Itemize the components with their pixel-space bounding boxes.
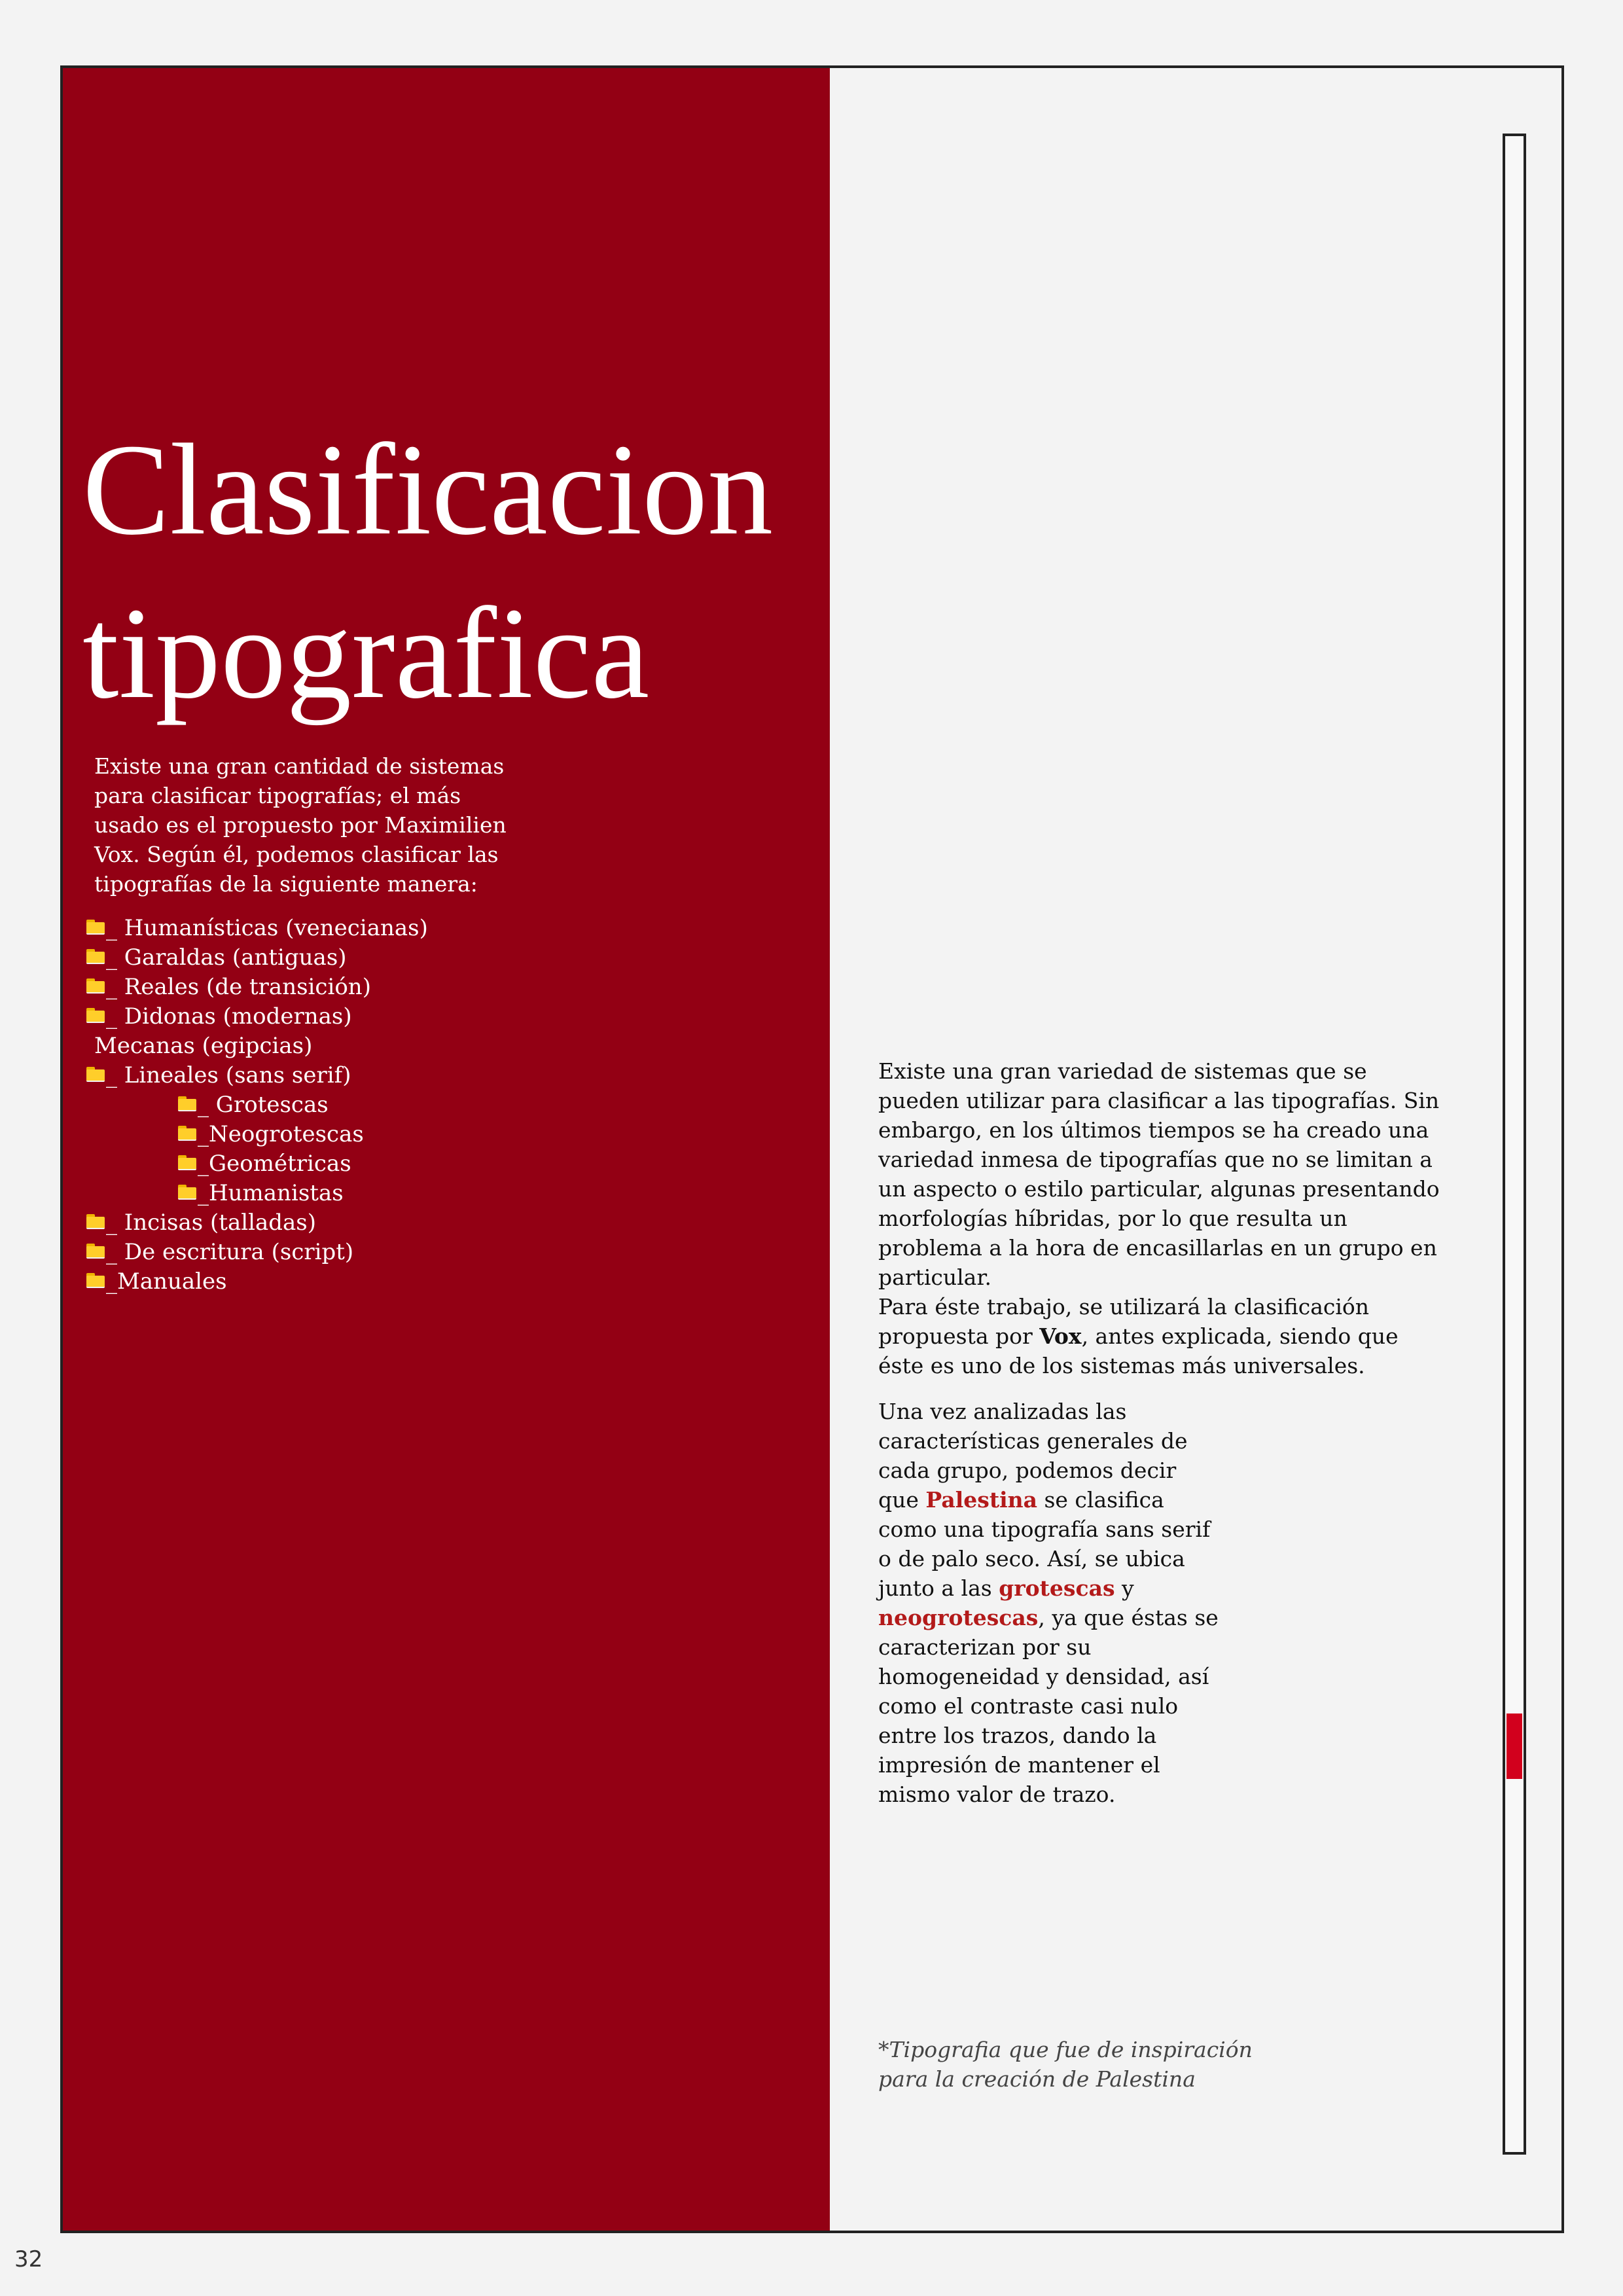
classification-item: [86, 1120, 428, 1149]
paragraph-vox-intro: Para éste trabajo, se utilizará la clasificación propuesta por: [878, 1294, 1370, 1349]
classification-label: _ Humanísticas (venecianas): [106, 915, 428, 941]
paragraph-vox-end: , antes explicada, siendo que éste es uno de los sistemas más universales.: [878, 1323, 1399, 1378]
classification-item: [86, 914, 428, 943]
classification-item: [86, 1179, 428, 1208]
vox-name: Vox: [1039, 1323, 1082, 1349]
classification-label: _ Incisas (talladas): [106, 1210, 316, 1236]
classification-label: _ De escritura (script): [106, 1239, 354, 1265]
inspiration-note: [878, 2035, 1336, 2094]
classification-list: [86, 914, 428, 1297]
classification-item: [86, 1267, 428, 1297]
scrollbar-thumb[interactable]: [1507, 1713, 1522, 1779]
folder-icon: [86, 977, 105, 996]
folder-icon: [86, 1242, 105, 1261]
folder-icon: [178, 1183, 196, 1202]
paragraph-palestina: [878, 1397, 1219, 1809]
classification-label: _Humanistas: [198, 1180, 344, 1206]
intro-paragraph: Existe una gran cantidad de sistemas para clasificar tipografías; el más usado es el propuesto por Maximilien Vox. Según él, podemos clasificar las tipografías de la siguiente manera:: [94, 753, 507, 897]
classification-label: _ Didonas (modernas): [106, 1003, 352, 1030]
palestina-highlight: Palestina: [925, 1487, 1037, 1513]
classification-label: _ Grotescas: [198, 1092, 329, 1118]
note-line-1: *Tipografia que fue de inspiración: [878, 2037, 1253, 2062]
folder-icon: [86, 1272, 105, 1290]
classification-item: [86, 1208, 428, 1238]
paragraph-systems-text: Existe una gran variedad de sistemas que se pueden utilizar para clasificar a las tipografías. Sin embargo, en los últimos tiempos se ha creado una variedad inmesa de tipografías que no se limitan a un aspecto o estilo particular, algunas presentando morfologías híbridas, por lo que resulta un problema a la hora de encasillarlas en un grupo en particular.: [878, 1058, 1440, 1290]
page-frame: [60, 65, 1564, 2233]
page-title: [82, 408, 773, 736]
title-line-2: tipografica: [82, 581, 650, 726]
classification-label: _ Lineales (sans serif): [106, 1062, 351, 1088]
classification-label: _Manuales: [106, 1268, 227, 1295]
classification-label: _Geométricas: [198, 1151, 351, 1177]
right-column-text: [878, 1056, 1441, 1809]
p2-part-a: Una vez analizadas las características generales de cada grupo, podemos decir que: [878, 1399, 1188, 1513]
classification-item: [86, 973, 428, 1002]
classification-item: [86, 1238, 428, 1267]
neogrotescas-highlight: neogrotescas: [878, 1605, 1039, 1630]
classification-item: [86, 1090, 428, 1120]
classification-label: _ Garaldas (antiguas): [106, 944, 347, 971]
folder-icon: [178, 1095, 196, 1113]
folder-icon: [86, 1007, 105, 1025]
folder-icon: [86, 1213, 105, 1231]
classification-label: Mecanas (egipcias): [94, 1033, 313, 1059]
title-line-1: Clasificacion: [82, 418, 774, 562]
scrollbar-track[interactable]: [1503, 134, 1526, 2155]
note-line-2: para la creación de Palestina: [878, 2066, 1196, 2092]
folder-icon: [178, 1154, 196, 1172]
classification-item: [86, 1149, 428, 1179]
classification-item: [86, 1031, 428, 1061]
folder-icon: [86, 918, 105, 937]
folder-icon: [178, 1124, 196, 1143]
page-number: 32: [14, 2246, 43, 2272]
p2-part-b: se clasifica como una tipografía sans serif o de palo seco. Así, se ubica junto a las: [878, 1487, 1211, 1601]
folder-icon: [86, 1066, 105, 1084]
classification-label: _ Reales (de transición): [106, 974, 371, 1000]
classification-item: [86, 1002, 428, 1031]
p2-part-c: y: [1115, 1575, 1134, 1601]
classification-item: [86, 943, 428, 973]
paragraph-systems: [878, 1056, 1441, 1380]
left-red-panel: [63, 68, 830, 2231]
folder-icon: [86, 948, 105, 966]
classification-item: [86, 1061, 428, 1090]
grotescas-highlight: grotescas: [999, 1575, 1115, 1601]
p2-part-d: , ya que éstas se caracterizan por su homogeneidad y densidad, así como el contraste casi nulo entre los trazos, dando la impresión de mantener el mismo valor de trazo.: [878, 1605, 1219, 1807]
classification-label: _Neogrotescas: [198, 1121, 364, 1147]
